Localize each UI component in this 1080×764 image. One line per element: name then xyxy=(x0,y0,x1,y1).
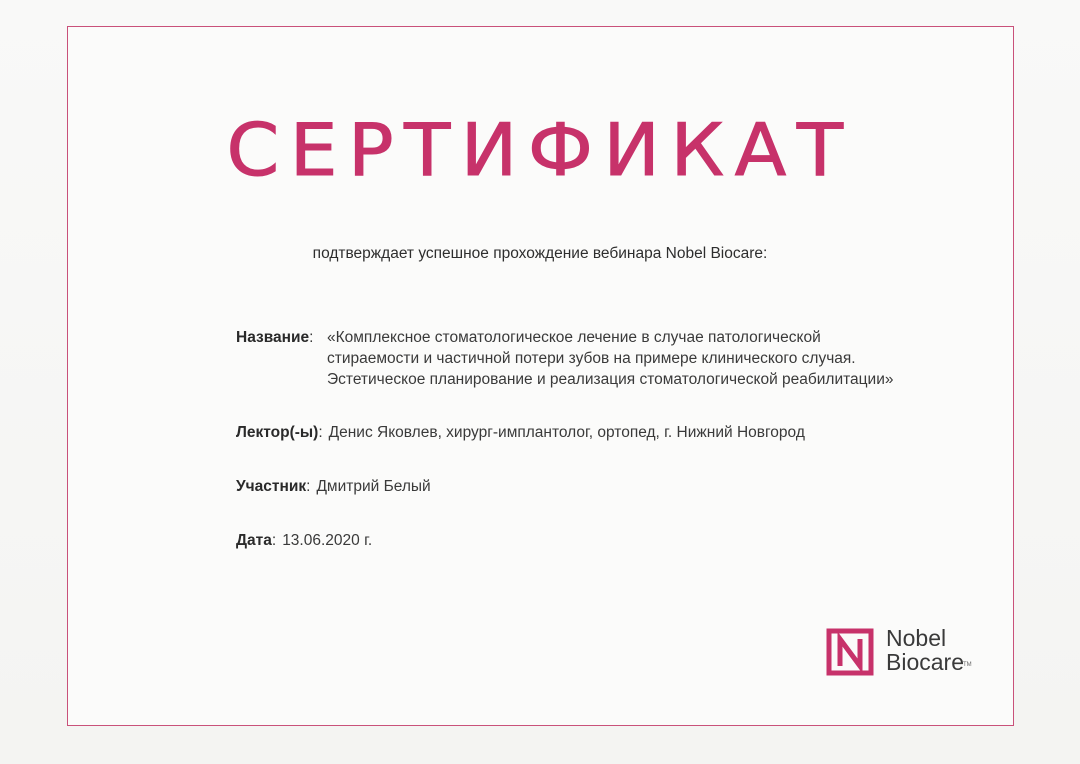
logo-wordmark xyxy=(886,626,964,674)
name-value xyxy=(327,327,967,390)
certificate-title: СЕРТИФИКАТ xyxy=(226,108,854,192)
name-value-line-3: Эстетическое планирование и реализация стоматологической реабилитации» xyxy=(327,371,894,388)
name-value-line-1: «Комплексное стоматологическое лечение в случае патологической xyxy=(327,329,821,346)
lecturer-field xyxy=(236,422,805,443)
name-colon: : xyxy=(309,329,314,346)
participant-colon: : xyxy=(306,478,311,495)
logo-trademark: TM xyxy=(963,662,972,668)
name-value-line-2: стираемости и частичной потери зубов на примере клинического случая. xyxy=(327,350,856,367)
date-label: Дата xyxy=(236,532,272,549)
nobel-biocare-logo xyxy=(826,626,986,680)
lecturer-colon: : xyxy=(318,424,323,441)
participant-value: Дмитрий Белый xyxy=(316,478,431,495)
participant-field xyxy=(236,476,431,497)
logo-line-1: Nobel xyxy=(886,625,947,651)
name-field-label-row xyxy=(236,327,319,348)
name-label: Название xyxy=(236,329,310,346)
certificate-subtitle: подтверждает успешное прохождение вебинара Nobel Biocare: xyxy=(312,245,768,262)
date-field xyxy=(236,530,372,551)
logo-line-2: Biocare xyxy=(886,649,964,675)
date-value: 13.06.2020 г. xyxy=(282,532,373,549)
nobel-biocare-n-mark-icon xyxy=(826,628,874,676)
participant-label: Участник xyxy=(236,478,307,495)
lecturer-value: Денис Яковлев, хирург-имплантолог, ортопед, г. Нижний Новгород xyxy=(328,424,805,441)
lecturer-label: Лектор(-ы) xyxy=(236,424,319,441)
date-colon: : xyxy=(271,532,277,549)
